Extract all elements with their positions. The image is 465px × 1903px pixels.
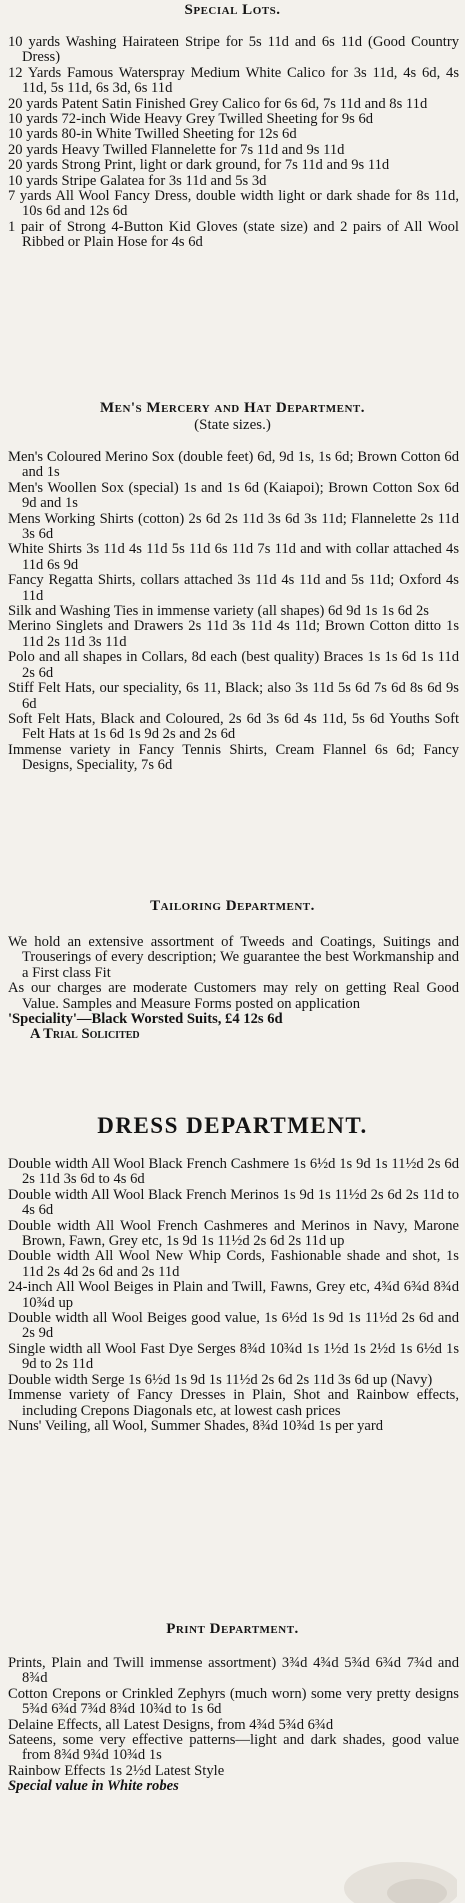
trial-solicited: A Trial Solicited <box>30 1026 140 1043</box>
print-item: Sateens, some very effective patterns—light and dark shades, good value from 8¾d 9¾d 10¾d 1s <box>8 1732 459 1764</box>
special-lot-item: 7 yards All Wool Fancy Dress, double width light or dark shade for 8s 11d, 10s 6d and 12s 6d <box>8 188 459 220</box>
special-lot-item: 1 pair of Strong 4-Button Kid Gloves (state size) and 2 pairs of All Wool Ribbed or Plain Hose for 4s 6d <box>8 218 459 251</box>
tailoring-paragraph: We hold an extensive assortment of Tweeds and Coatings, Suitings and Trouserings of every description; We guarantee the best Workmanship and a First class Fit <box>8 934 459 981</box>
print-item: Cotton Crepons or Crinkled Zephyrs (much worn) some very pretty designs 5¾d 6¾d 7¾d 8¾d 10¾d to 1s 6d <box>8 1685 459 1718</box>
mens-mercery-section <box>0 400 465 774</box>
special-lot-item: 10 yards Washing Hairateen Stripe for 5s 11d and 6s 11d (Good Country Dress) <box>8 34 459 66</box>
print-section <box>0 1621 465 1795</box>
mercery-item: Mens Working Shirts (cotton) 2s 6d 2s 11d 3s 6d 3s 11d; Flannelette 2s 11d 3s 6d <box>8 510 459 543</box>
tailoring-section <box>0 898 465 1043</box>
faded-stamp-mark <box>307 1843 457 1903</box>
special-lot-item: 10 yards Stripe Galatea for 3s 11d and 5s 3d <box>8 172 267 189</box>
print-item: Delaine Effects, all Latest Designs, from 4¾d 5¾d 6¾d <box>8 1716 334 1733</box>
mens-mercery-heading: Men's Mercery and Hat Department. <box>99 400 366 416</box>
special-lots-heading: Special Lots. <box>184 2 281 18</box>
dress-item: Double width All Wool French Cashmeres and Merinos in Navy, Marone Brown, Fawn, Grey etc, 1s 9d 1s 11½d 2s 6d 2s 11d up <box>8 1217 459 1250</box>
print-heading: Print Department. <box>166 1621 299 1637</box>
dress-section <box>0 1113 465 1434</box>
mercery-item: White Shirts 3s 11d 4s 11d 5s 11d 6s 11d 7s 11d and with collar attached 4s 11d 6s 9d <box>8 541 459 573</box>
mercery-item: Merino Singlets and Drawers 2s 11d 3s 11d 4s 11d; Brown Cotton ditto 1s 11d 2s 11d 3s 11d <box>8 618 459 650</box>
special-lot-item: 20 yards Patent Satin Finished Grey Calico for 6s 6d, 7s 11d and 8s 11d <box>8 95 428 112</box>
print-list <box>0 1656 465 1795</box>
mercery-item: Soft Felt Hats, Black and Coloured, 2s 6d 3s 6d 4s 11d, 5s 6d Youths Soft Felt Hats at 1s 6d 1s 9d 2s and 2s 6d <box>8 710 459 743</box>
mercery-item: Men's Coloured Merino Sox (double feet) 6d, 9d 1s, 1s 6d; Brown Cotton 6d and 1s <box>8 449 459 481</box>
dress-item: 24-inch All Wool Beiges in Plain and Twill, Fawns, Grey etc, 4¾d 6¾d 8¾d 10¾d up <box>8 1279 459 1311</box>
mens-mercery-subtitle: (State sizes.) <box>194 417 271 433</box>
print-closing: Special value in White robes <box>8 1778 179 1795</box>
tailoring-heading: Tailoring Department. <box>150 898 315 914</box>
mercery-item: Stiff Felt Hats, our speciality, 6s 11, Black; also 3s 11d 5s 6d 7s 6d 8s 6d 9s 6d <box>8 680 459 712</box>
special-lot-item: 20 yards Strong Print, light or dark ground, for 7s 11d and 9s 11d <box>8 157 390 174</box>
mercery-item: Polo and all shapes in Collars, 8d each (best quality) Braces 1s 1s 6d 1s 11d 2s 6d <box>8 649 459 681</box>
dress-item: Double width All Wool New Whip Cords, Fashionable shade and shot, 1s 11d 2s 4d 2s 6d and 2s 11d <box>8 1248 459 1280</box>
mercery-item: Fancy Regatta Shirts, collars attached 3s 11d 4s 11d and 5s 11d; Oxford 4s 11d <box>8 572 459 604</box>
mercery-item: Silk and Washing Ties in immense variety (all shapes) 6d 9d 1s 1s 6d 2s <box>8 603 429 620</box>
mercery-item: Immense variety in Fancy Tennis Shirts, Cream Flannel 6s 6d; Fancy Designs, Speciality, 7s 6d <box>8 741 459 774</box>
tailoring-speciality: 'Speciality'—Black Worsted Suits, £4 12s 6d <box>8 1011 283 1028</box>
dress-list <box>0 1157 465 1434</box>
dress-item: Double width all Wool Beiges good value, 1s 6½d 1s 9d 1s 11½d 2s 6d and 2s 9d <box>8 1310 459 1342</box>
tailoring-paragraph: As our charges are moderate Customers may rely on getting Real Good Value. Samples and Measure Forms posted on application <box>8 980 459 1012</box>
special-lot-item: 10 yards 80-in White Twilled Sheeting for 12s 6d <box>8 126 297 143</box>
dress-heading: DRESS DEPARTMENT. <box>97 1113 368 1138</box>
print-item: Prints, Plain and Twill immense assortment) 3¾d 4¾d 5¾d 6¾d 7¾d and 8¾d <box>8 1655 459 1687</box>
special-lots-list <box>0 35 465 251</box>
dress-item: Double width All Wool Black French Merinos 1s 9d 1s 11½d 2s 6d 2s 11d to 4s 6d <box>8 1186 459 1219</box>
print-item: Rainbow Effects 1s 2½d Latest Style <box>8 1762 225 1779</box>
special-lot-item: 12 Yards Famous Waterspray Medium White Calico for 3s 11d, 4s 6d, 4s 11d, 5s 11d, 6s 3d, 6s 11d <box>8 64 459 97</box>
mercery-item: Men's Woollen Sox (special) 1s and 1s 6d (Kaiapoi); Brown Cotton Sox 6d 9d and 1s <box>8 479 459 512</box>
mens-mercery-list <box>0 450 465 774</box>
special-lot-item: 10 yards 72-inch Wide Heavy Grey Twilled Sheeting for 9s 6d <box>8 111 374 128</box>
special-lots-section <box>0 2 465 251</box>
dress-item: Immense variety of Fancy Dresses in Plain, Shot and Rainbow effects, including Crepons Diagonals etc, at lowest cash prices <box>8 1387 459 1419</box>
dress-item: Single width all Wool Fast Dye Serges 8¾d 10¾d 1s 1½d 1s 2½d 1s 6½d 1s 9d to 2s 11d <box>8 1340 459 1373</box>
dress-item: Double width All Wool Black French Cashmere 1s 6½d 1s 9d 1s 11½d 2s 6d 2s 11d 3s 6d to 4s 6d <box>8 1156 459 1188</box>
special-lot-item: 20 yards Heavy Twilled Flannelette for 7s 11d and 9s 11d <box>8 141 345 158</box>
dress-item: Double width Serge 1s 6½d 1s 9d 1s 11½d 2s 6d 2s 11d 3s 6d up (Navy) <box>8 1371 433 1388</box>
dress-item: Nuns' Veiling, all Wool, Summer Shades, 8¾d 10¾d 1s per yard <box>8 1417 384 1434</box>
